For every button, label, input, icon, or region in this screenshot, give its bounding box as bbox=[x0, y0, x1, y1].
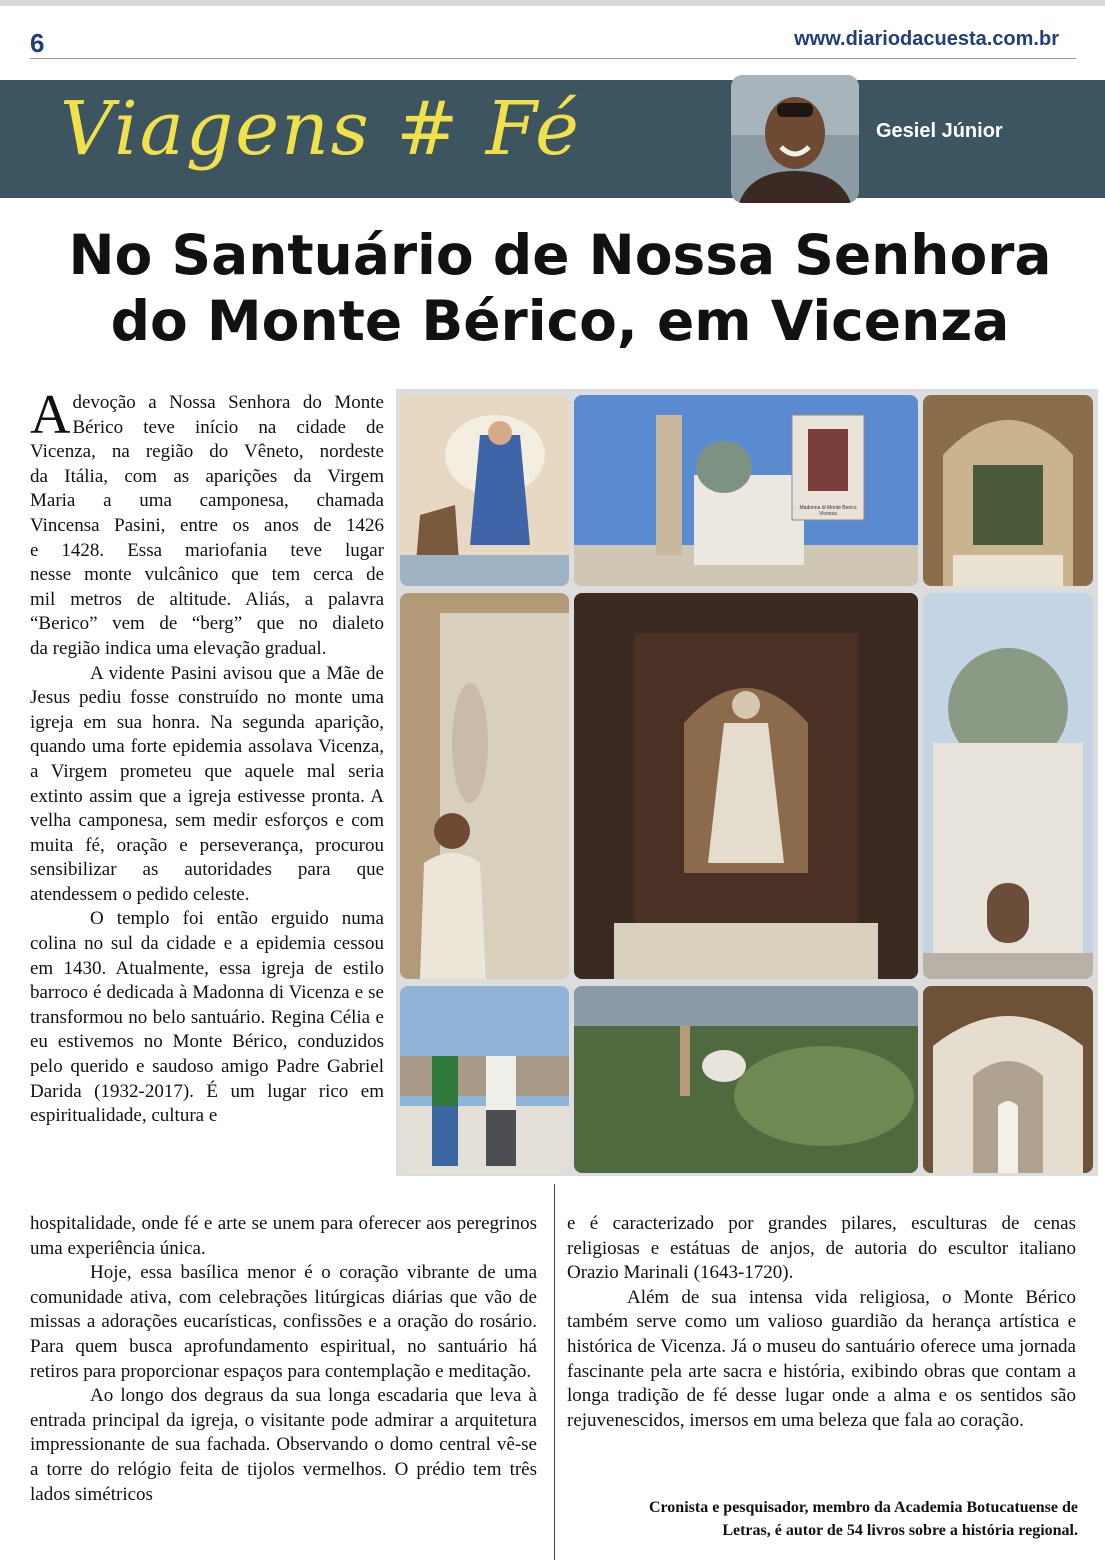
paragraph-1-line: Vincensa Pasini, entre os anos de 1426 bbox=[30, 514, 384, 536]
author-photo bbox=[731, 75, 859, 203]
photo-portico-arcade bbox=[923, 986, 1093, 1173]
paragraph-1-line: “Berico” vem de “berg” que no dialeto bbox=[30, 613, 384, 635]
paragraph-2: A vidente Pasini avisou que a Mãe de Jesus pediu fosse construído no monte uma igreja em sua honra. Na segunda aparição, quando uma forte epidemia assolava Vicenza, a Virgem prometeu que aquele mal seria extinto assim que a igreja estivesse pronta. A velha camponesa, sem medir esforços e com muita fé, oração e perseverança, procurou sensibilizar as autoridades para que atendessem o pedido celeste. bbox=[30, 662, 384, 905]
top-border bbox=[0, 0, 1105, 6]
paragraph-5: Ao longo dos degraus da sua longa escadaria que leva à entrada principal da igreja, o visitante pode admirar a arquitetura impressionante de sua fachada. Observando o domo central vê-se a torre do relógio feita de tijolos vermelhos. O prédio tem três lados simétricos bbox=[30, 1385, 537, 1505]
headline-line-2: do Monte Bérico, em Vicenza bbox=[110, 289, 1010, 353]
article-column-left-lower bbox=[30, 1212, 537, 1507]
paragraph-1-line: Maria a uma camponesa, chamada bbox=[30, 490, 384, 512]
photo-woman-at-tomb bbox=[400, 593, 569, 979]
bio-line-2: Letras, é autor de 54 livros sobre a história regional. bbox=[722, 1522, 1078, 1539]
site-url[interactable]: www.diariodacuesta.com.br bbox=[794, 28, 1059, 50]
photo-basilica-exterior bbox=[574, 395, 918, 586]
paragraph-1-line: da região indica uma elevação gradual. bbox=[30, 637, 327, 659]
photo-basilica-facade bbox=[923, 593, 1093, 979]
page-number: 6 bbox=[30, 28, 45, 58]
headline bbox=[30, 222, 1090, 354]
article-column-left bbox=[30, 384, 384, 1129]
paragraph-1-line: Bérico teve início na cidade de bbox=[72, 416, 384, 438]
paragraph-1-line: e 1428. Essa mariofania teve lugar bbox=[30, 539, 384, 561]
inset-label: Madonna di Monte Berico bbox=[799, 505, 857, 511]
column-title: Viagens # Fé bbox=[60, 86, 581, 172]
article-column-right-lower bbox=[567, 1212, 1076, 1433]
photo-main-altar bbox=[574, 593, 918, 979]
photo-aerial-view bbox=[574, 986, 918, 1173]
paragraph-1 bbox=[30, 384, 384, 662]
column-divider bbox=[554, 1184, 555, 1560]
paragraph-5-continued: e é caracterizado por grandes pilares, esculturas de cenas religiosas e estátuas de anjos, de autoria do escultor italiano Orazio Marinali (1643-1720). bbox=[567, 1213, 1076, 1284]
inset-sublabel: Vicenza bbox=[819, 511, 837, 517]
paragraph-1-line: Vicenza, na região do Vêneto, nordeste bbox=[30, 441, 384, 463]
paragraph-3: O templo foi então erguido numa colina no sul da cidade e a epidemia cessou em 1430. Atualmente, essa igreja de estilo barroco é dedicada à Madonna di Vicenza e se transformou no belo santuário. Regina Célia e eu estivemos no Monte Bérico, conduzidos pelo querido e saudoso amigo Padre Gabriel Darida (1932-2017). É um lugar rico em espiritualidade, cultura e bbox=[30, 908, 384, 1127]
drop-cap: A bbox=[30, 384, 71, 446]
paragraph-6: Além de sua intensa vida religiosa, o Monte Bérico também serve como um valioso guardião da herança artística e histórica de Vicenza. Já o museu do santuário oferece uma jornada fascinante pela arte sacra e história, exibindo obras que contam a longa tradição de fé desse lugar onde a alma e os sentidos são rejuvenescidos, imersos em uma beleza que fala ao coração. bbox=[567, 1286, 1076, 1431]
paragraph-1-line: da Itália, com as aparições da Virgem bbox=[30, 465, 384, 487]
bio-line-1: Cronista e pesquisador, membro da Academia Botucatuense de bbox=[648, 1499, 1078, 1516]
paragraph-4: Hoje, essa basílica menor é o coração vibrante de uma comunidade ativa, com celebrações litúrgicas diárias que vão de missas a adorações eucarísticas, confissões e a oração do rosário. Para quem busca aprofundamento espiritual, no santuário há retiros para proporcionar espaços para contemplação e meditação. bbox=[30, 1262, 537, 1382]
inset-caption bbox=[792, 505, 864, 517]
paragraph-1-line: devoção a Nossa Senhora do Monte bbox=[72, 392, 384, 413]
author-bio bbox=[560, 1496, 1078, 1542]
paragraph-1-line: nesse monte vulcânico que tem cerca de bbox=[30, 564, 384, 586]
photo-collage bbox=[396, 389, 1098, 1176]
paragraph-3-continued: hospitalidade, onde fé e arte se unem para oferecer aos peregrinos uma experiência única. bbox=[30, 1213, 537, 1259]
photo-two-men-terrace bbox=[400, 986, 569, 1173]
photo-apparition-fresco bbox=[400, 395, 569, 586]
paragraph-1-line: mil metros de altitude. Aliás, a palavra bbox=[30, 588, 384, 610]
photo-side-altar bbox=[923, 395, 1093, 586]
header-rule bbox=[30, 58, 1076, 59]
headline-line-1: No Santuário de Nossa Senhora bbox=[68, 223, 1052, 287]
author-name: Gesiel Júnior bbox=[876, 120, 1003, 142]
